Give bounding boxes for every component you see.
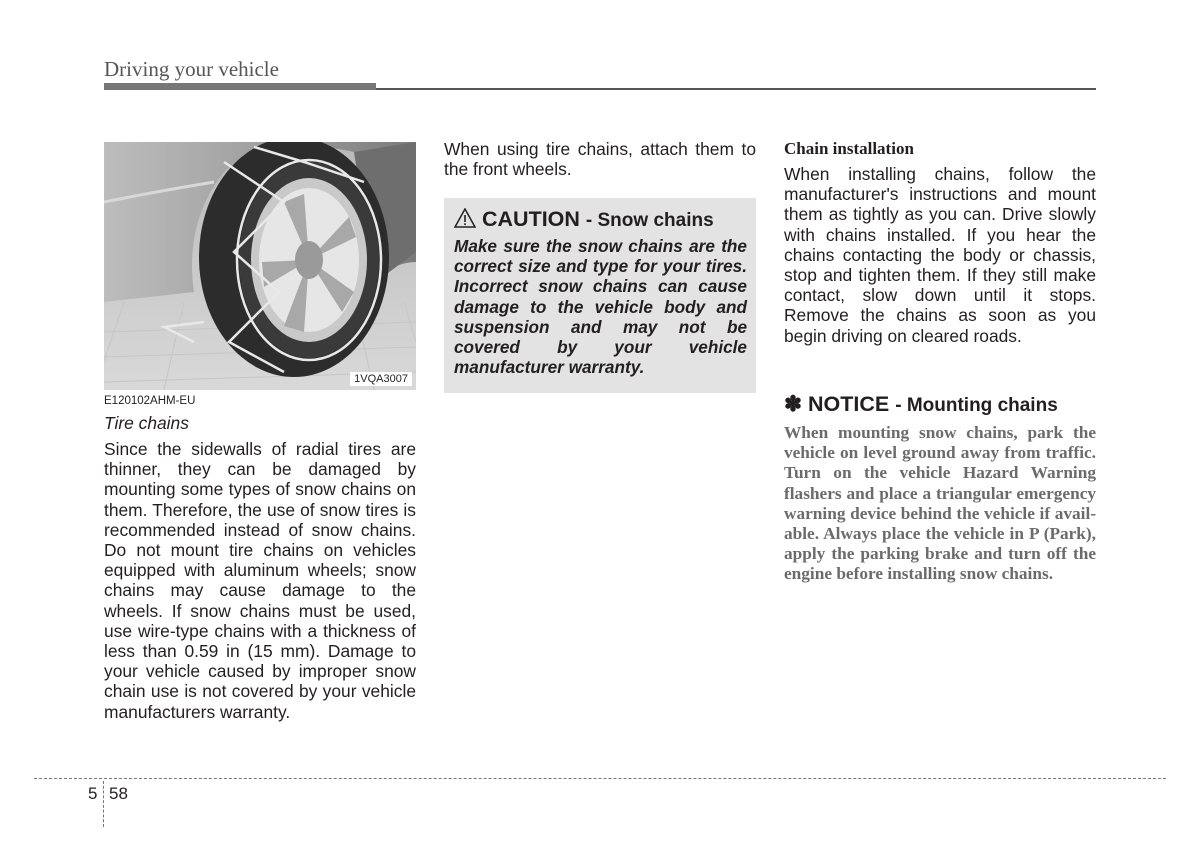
chapter-number: 5: [88, 784, 98, 803]
warning-triangle-icon: [454, 208, 476, 228]
notice-label: NOTICE: [808, 392, 890, 416]
chain-installation-paragraph: When installing chains, follow the manufacturer's instructions and mount them as tightly as you can. Drive slowly with chains installed. If you hear the chains contacting the body or chassis, stop and tighten them. If they still make contact, slow down until it stops. Remove the chains as soon as you begin driving on cleared roads.: [784, 164, 1096, 346]
tire-chains-heading: Tire chains: [104, 413, 189, 433]
caution-title: [454, 207, 714, 232]
footer-page-divider: [103, 781, 104, 827]
chain-installation-heading: Chain installation: [784, 139, 914, 158]
caution-text: Make sure the snow chains are the correct size and type for your tires. Incorrect snow chains can cause damage to the vehicle body and suspension and may not be covered by your vehicle manufacturer warranty.: [454, 236, 747, 378]
tire-chain-photo: [104, 142, 416, 390]
section-title: Driving your vehicle: [104, 57, 279, 81]
header-rule-accent: [104, 83, 376, 90]
caution-box: [444, 198, 756, 393]
front-wheels-paragraph: When using tire chains, attach them to the front wheels.: [444, 139, 756, 180]
notice-title: [784, 392, 1058, 417]
footer-divider: [34, 778, 1166, 779]
caution-label: CAUTION: [481, 207, 580, 231]
notice-star-icon: ✽: [784, 392, 803, 416]
notice-text: When mounting snow chains, park the vehicle on level ground away from traffic. Turn on the vehicle Hazard Warning flashers and place a triangular emergency warning device behind the vehicle if avail-able. Always place the vehicle in P (Park), apply the parking brake and turn off the engine before installing snow chains.: [784, 423, 1096, 584]
tire-chains-paragraph: Since the sidewalls of radial tires are thinner, they can be damaged by mounting some types of snow chains on them. Therefore, the use of snow tires is recommended instead of snow chains. Do not mount tire chains on vehicles equipped with aluminum wheels; snow chains may cause damage to the wheels. If snow chains must be used, use wire-type chains with a thickness of less than 0.59 in (15 mm). Damage to your vehicle caused by improper snow chain use is not covered by your vehicle manufacturers warranty.: [104, 439, 416, 722]
image-code: 1VQA3007: [350, 372, 412, 386]
page-number: 58: [109, 784, 128, 803]
tire-chain-illustration: [104, 142, 416, 390]
caution-subtitle: - Snow chains: [585, 210, 714, 231]
figure-id: E120102AHM-EU: [104, 395, 196, 407]
notice-subtitle: - Mounting chains: [895, 395, 1058, 416]
